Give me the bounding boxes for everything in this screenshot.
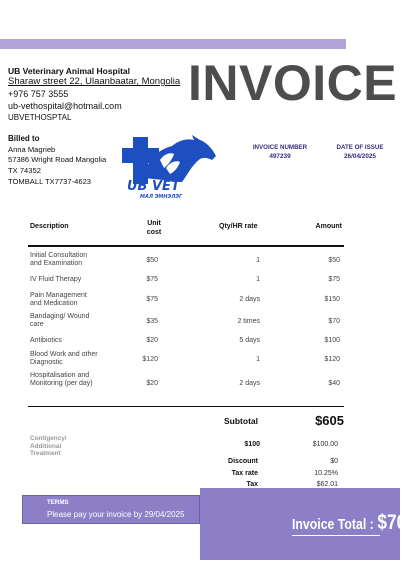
clinic-email: ub-vethospital@hotmail.com (8, 101, 122, 111)
row-qty: 1 (256, 356, 260, 363)
row-unit-cost: $20 (146, 380, 158, 387)
col-amount: Amount (315, 223, 342, 230)
terms-label: TERMS (47, 499, 69, 506)
billed-to-name: Anna Magrieb (8, 145, 56, 154)
header-divider (28, 245, 344, 247)
table-bottom-divider (28, 406, 344, 407)
terms-text: Please pay your invoice by 29/04/2025 (47, 510, 185, 519)
row-amount: $70 (328, 318, 340, 325)
row-description: Blood Work and other Diagnostic (30, 351, 98, 367)
row-qty: 1 (256, 257, 260, 264)
row-unit-cost: $75 (146, 276, 158, 283)
row-amount: $120 (324, 356, 340, 363)
tax-rate-label: Tax rate (231, 470, 258, 477)
logo-text: UB VET (127, 179, 180, 194)
invoice-number: 497239 (269, 153, 291, 160)
row-unit-cost: $35 (146, 318, 158, 325)
terms-panel (22, 495, 200, 524)
contingency-label: Contigency/ Additional Treatment (30, 435, 67, 458)
subtotal-value: $605 (315, 413, 344, 428)
col-unit-cost: Unit cost (146, 220, 162, 237)
logo-subtext: МАЛ ЭМНЭЛЭГ (140, 194, 183, 200)
billed-to-region: TX 74352 (8, 166, 41, 175)
tax-value: $62.01 (316, 481, 338, 488)
discount-value: $0 (330, 458, 338, 465)
invoice-total (292, 511, 416, 535)
row-qty: 2 days (239, 380, 260, 387)
date-of-issue-label: DATE OF ISSUE (336, 144, 384, 151)
row-description: IV Fluid Therapy (30, 276, 82, 283)
col-qty: Qty/HR rate (219, 223, 258, 230)
contingency-amount: $100 (244, 441, 260, 448)
invoice-total-value: $705 (377, 511, 416, 534)
row-unit-cost: $20 (146, 337, 158, 344)
invoice-total-panel (200, 488, 416, 560)
row-unit-cost: $50 (146, 257, 158, 264)
invoice-title: INVOICE (188, 55, 398, 111)
row-amount: $50 (328, 257, 340, 264)
row-amount: $150 (324, 296, 340, 303)
row-qty: 5 days (239, 337, 260, 344)
contingency-value: $100.00 (312, 441, 338, 448)
tax-label: Tax (246, 481, 258, 488)
clinic-name: UB Veterinary Animal Hospital (8, 66, 131, 76)
invoice-number-label: INVOICE NUMBER (252, 144, 308, 151)
row-qty: 2 times (237, 318, 260, 325)
discount-label: Discount (228, 458, 258, 465)
invoice-total-underline (292, 535, 380, 536)
row-amount: $75 (328, 276, 340, 283)
cross-and-animals-logo-icon (122, 132, 218, 200)
clinic-handle: UBVETHOSPTAL (8, 113, 72, 122)
row-description: Initial Consultation and Examination (30, 252, 88, 268)
tax-rate-value: 10.25% (314, 470, 338, 477)
top-accent-bar (0, 39, 346, 49)
row-description: Antibiotics (30, 337, 62, 344)
clinic-phone: +976 757 3555 (8, 89, 69, 99)
row-unit-cost: $75 (146, 296, 158, 303)
row-qty: 1 (256, 276, 260, 283)
billed-to-city: TOMBALL TX7737-4623 (8, 177, 92, 186)
invoice-total-label: Invoice Total : (292, 516, 374, 533)
row-description: Bandaging/ Wound care (30, 313, 90, 329)
billed-to-label: Billed to (8, 134, 40, 143)
clinic-street: Sharaw street 22, Ulaanbaatar, Mongolia (8, 76, 181, 87)
row-description: Hospitalisation and Monitoring (per day) (30, 372, 93, 388)
col-description: Description (30, 223, 69, 230)
billed-to-street: 57386 Wright Road Mangolia (8, 155, 107, 164)
subtotal-label: Subtotal (224, 416, 258, 426)
row-qty: 2 days (239, 296, 260, 303)
row-description: Pain Management and Medication (30, 292, 87, 308)
row-amount: $40 (328, 380, 340, 387)
row-unit-cost: $120 (142, 356, 158, 363)
date-of-issue: 26/04/2025 (344, 153, 376, 160)
row-amount: $100 (324, 337, 340, 344)
